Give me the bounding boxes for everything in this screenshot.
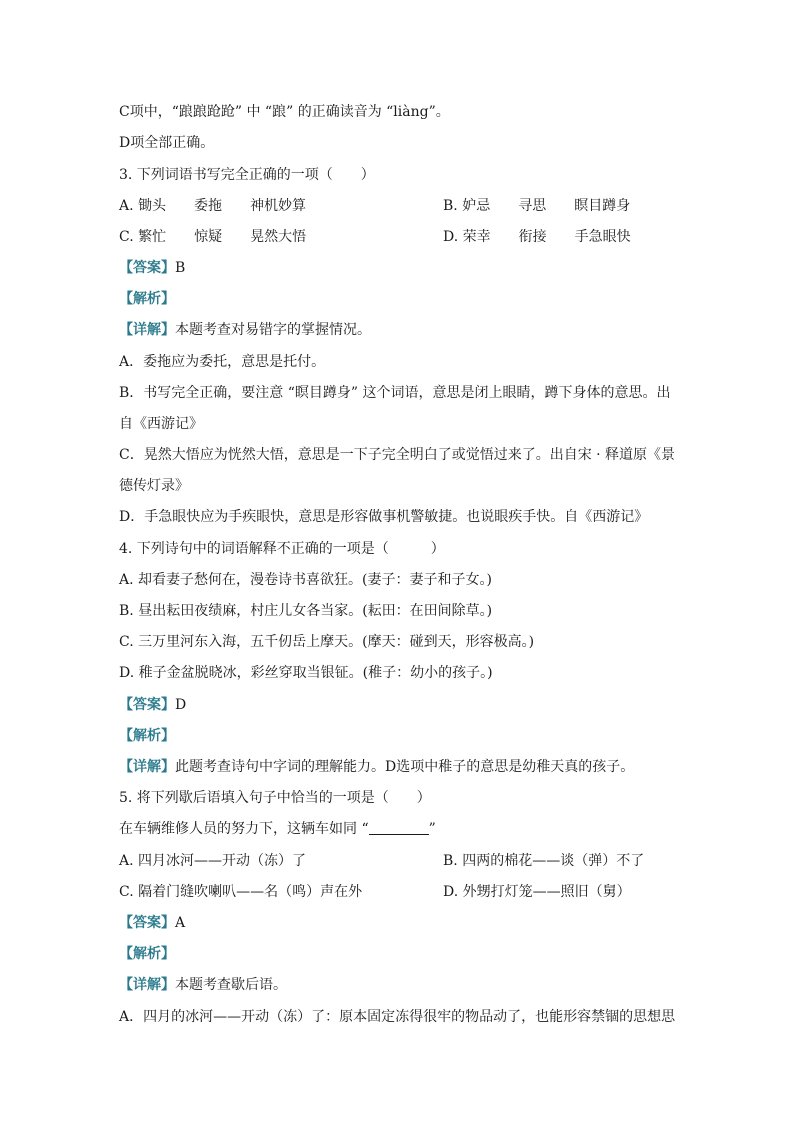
c-item-note: C项中，“踉踉跄跄” 中 “踉” 的正确读音为 “liàng”。: [119, 104, 450, 120]
analysis-tag: 【解析】: [119, 728, 175, 744]
q3-answer: [119, 258, 185, 278]
q3-option-d: D. 荣幸 衔接 手急眼快: [443, 229, 631, 245]
q5-stem-after: ”: [428, 821, 436, 837]
q5-detail: [119, 975, 287, 995]
q3-option-c: C. 繁忙 惊疑 晃然大悟: [119, 229, 307, 245]
q4-detail-text: 此题考查诗句中字词的理解能力。D选项中稚子的意思是幼稚天真的孩子。: [175, 759, 635, 775]
fill-blank: [369, 820, 429, 835]
q3-explain-b-line2: 自《西游记》: [119, 416, 203, 432]
q4-answer-value: D: [175, 697, 187, 713]
question-3: 3. 下列词语书写完全正确的一项（ ）: [119, 167, 375, 183]
q3-analysis: [119, 289, 175, 309]
q4-option-b: B. 昼出耘田夜绩麻，村庄儿女各当家。(耘田：在田间除草。): [119, 603, 493, 619]
question-4: 4. 下列诗句中的词语解释不正确的一项是（ ）: [119, 541, 445, 557]
analysis-tag: 【解析】: [119, 946, 175, 962]
q4-answer: [119, 695, 186, 715]
detail-tag: 【详解】: [119, 977, 175, 993]
q4-analysis: [119, 726, 175, 746]
q3-explain-a: A．委拖应为委托，意思是托付。: [119, 354, 326, 370]
q3-answer-value: B: [175, 260, 186, 276]
answer-tag: 【答案】: [119, 260, 175, 276]
q4-option-c: C. 三万里河东入海，五千仞岳上摩天。(摩天：碰到天，形容极高。): [119, 634, 535, 650]
q5-stem: [119, 819, 436, 839]
q5-option-a: A. 四月冰河——开动（冻）了: [119, 853, 307, 869]
d-item-note: D项全部正确。: [119, 135, 215, 151]
detail-tag: 【详解】: [119, 322, 175, 338]
q5-analysis: [119, 944, 175, 964]
q5-option-b: B. 四两的棉花——谈（弹）不了: [443, 853, 645, 869]
q5-option-d: D. 外甥打灯笼——照旧（舅）: [443, 884, 631, 900]
q3-option-b: B. 妒忌 寻思 瞑目蹲身: [443, 198, 631, 214]
q5-option-c: C. 隔着门缝吹喇叭——名（鸣）声在外: [119, 884, 363, 900]
analysis-tag: 【解析】: [119, 291, 175, 307]
q5-explain-a: A．四月的冰河——开动（冻）了：原本固定冻得很牢的物品动了，也能形容禁锢的思想思: [119, 1009, 676, 1025]
q3-explain-d: D．手急眼快应为手疾眼快，意思是形容做事机警敏捷。也说眼疾手快。自《西游记》: [119, 509, 649, 525]
q5-answer: [119, 913, 185, 933]
answer-tag: 【答案】: [119, 697, 175, 713]
q3-explain-c-line1: C．晃然大悟应为恍然大悟，意思是一下子完全明白了或觉悟过来了。出自宋 · 释道原《景: [119, 447, 676, 463]
answer-tag: 【答案】: [119, 915, 175, 931]
detail-tag: 【详解】: [119, 759, 175, 775]
q4-option-d: D. 稚子金盆脱晓冰，彩丝穿取当银钲。(稚子：幼小的孩子。): [119, 665, 493, 681]
question-5: 5. 将下列歇后语填入句子中恰当的一项是（ ）: [119, 790, 431, 806]
q3-detail: [119, 320, 371, 340]
q3-explain-c-line2: 德传灯录》: [119, 478, 189, 494]
q3-detail-text: 本题考查对易错字的掌握情况。: [175, 322, 371, 338]
q5-answer-value: A: [175, 915, 186, 931]
q3-explain-b-line1: B．书写完全正确，要注意 “瞑目蹲身” 这个词语，意思是闭上眼睛，蹲下身体的意思。出: [119, 385, 671, 401]
q4-detail: [119, 757, 634, 777]
q5-stem-before: 在车辆维修人员的努力下，这辆车如同 “: [119, 821, 369, 837]
q4-option-a: A. 却看妻子愁何在，漫卷诗书喜欲狂。(妻子：妻子和子女。): [119, 572, 492, 588]
q5-detail-text: 本题考查歇后语。: [175, 977, 287, 993]
q3-option-a: A. 锄头 委拖 神机妙算: [119, 198, 307, 214]
